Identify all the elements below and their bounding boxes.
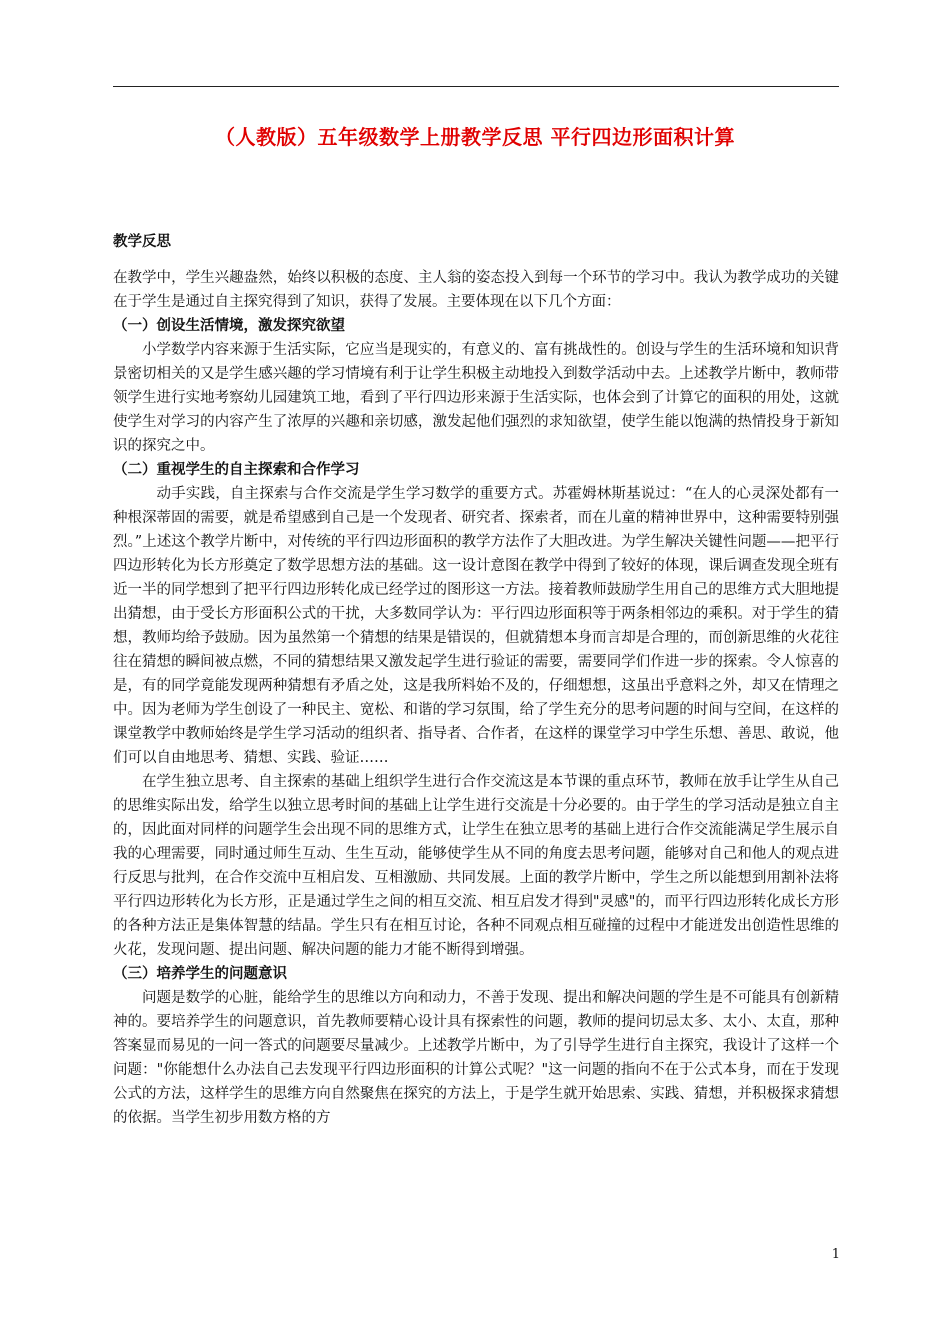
section-heading-2: （二）重视学生的自主探索和合作学习 (113, 461, 360, 478)
section-heading-1: （一）创设生活情境，激发探究欲望 (113, 317, 345, 334)
intro-paragraph: 在教学中，学生兴趣盎然，始终以积极的态度、主人翁的姿态投入到每一个环节的学习中。我认为教学成功的关键在于学生是通过自主探究得到了知识，获得了发展。主要体现在以下几个方面： (113, 270, 839, 310)
section-label: 教学反思 (113, 233, 171, 250)
page-number: 1 (831, 1247, 840, 1262)
document-body (113, 230, 839, 1130)
body-paragraph-4: 问题是数学的心脏，能给学生的思维以方向和动力，不善于发现、提出和解决问题的学生是不可能具有创新精神的。要培养学生的问题意识，首先教师要精心设计具有探索性的问题，教师的提问切忌太多、太小、太直，那种答案显而易见的一问一答式的问题要尽量减少。上述教学片断中，为了引导学生进行自主探究，我设计了这样一个问题："你能想什么办法自己去发现平行四边形面积的计算公式呢？"这一问题的指向不在于公式本身，而在于发现公式的方法，这样学生的思维方向自然聚焦在探究的方法上，于是学生就开始思索、实践、猜想，并积极探求猜想的依据。当学生初步用数方格的方 (113, 990, 839, 1126)
header-rule (113, 86, 839, 87)
document-title: （人教版）五年级数学上册教学反思 平行四边形面积计算 (215, 125, 735, 149)
body-paragraph-2: 动手实践，自主探索与合作交流是学生学习数学的重要方式。苏霍姆林斯基说过：“在人的心灵深处都有一种根深蒂固的需要，就是希望感到自己是一个发现者、研究者、探索者，而在儿童的精神世界中，这种需要特别强烈。”上述这个教学片断中，对传统的平行四边形面积的教学方法作了大胆改进。为学生解决关键性问题——把平行四边形转化为长方形奠定了数学思想方法的基础。这一设计意图在教学中得到了较好的体现，课后调查发现全班有近一半的同学想到了把平行四边形转化成已经学过的图形这一方法。接着教师鼓励学生用自己的思维方式大胆地提出猜想，由于受长方形面积公式的干扰，大多数同学认为：平行四边形面积等于两条相邻边的乘积。对于学生的猜想，教师均给予鼓励。因为虽然第一个猜想的结果是错误的，但就猜想本身而言却是合理的，而创新思维的火花往往在猜想的瞬间被点燃，不同的猜想结果又激发起学生进行验证的需要，需要同学们作进一步的探索。令人惊喜的是，有的同学竟能发现两种猜想有矛盾之处，这是我所料始不及的，仔细想想，这虽出乎意料之外，却又在情理之中。因为老师为学生创设了一种民主、宽松、和谐的学习氛围，给了学生充分的思考问题的时间与空间，在这样的课堂教学中教师始终是学生学习活动的组织者、指导者、合作者，在这样的课堂学习中学生乐想、善思、敢说，他们可以自由地思考、猜想、实践、验证…… (113, 486, 839, 766)
section-heading-3: （三）培养学生的问题意识 (113, 965, 287, 982)
body-paragraph-3: 在学生独立思考、自主探索的基础上组织学生进行合作交流这是本节课的重点环节，教师在放手让学生从自己的思维实际出发，给学生以独立思考时间的基础上让学生进行交流是十分必要的。由于学生的学习活动是独立自主的，因此面对同样的问题学生会出现不同的思维方式，让学生在独立思考的基础上进行合作交流能满足学生展示自我的心理需要，同时通过师生互动、生生互动，能够使学生从不同的角度去思考问题，能够对自己和他人的观点进行反思与批判，在合作交流中互相启发、互相激励、共同发展。上面的教学片断中，学生之所以能想到用割补法将平行四边形转化为长方形，正是通过学生之间的相互交流、相互启发才得到"灵感"的，而平行四边形转化成长方形的各种方法正是集体智慧的结晶。学生只有在相互讨论，各种不同观点相互碰撞的过程中才能迸发出创造性思维的火花，发现问题、提出问题、解决问题的能力才能不断得到增强。 (113, 774, 839, 958)
body-paragraph-1: 小学数学内容来源于生活实际，它应当是现实的，有意义的、富有挑战性的。创设与学生的生活环境和知识背景密切相关的又是学生感兴趣的学习情境有利于让学生积极主动地投入到数学活动中去。上述教学片断中，教师带领学生进行实地考察幼儿园建筑工地，看到了平行四边形来源于生活实际，也体会到了计算它的面积的用处，这就使学生对学习的内容产生了浓厚的兴趣和亲切感，激发起他们强烈的求知欲望，使学生能以饱满的热情投身于新知识的探究之中。 (113, 342, 839, 454)
